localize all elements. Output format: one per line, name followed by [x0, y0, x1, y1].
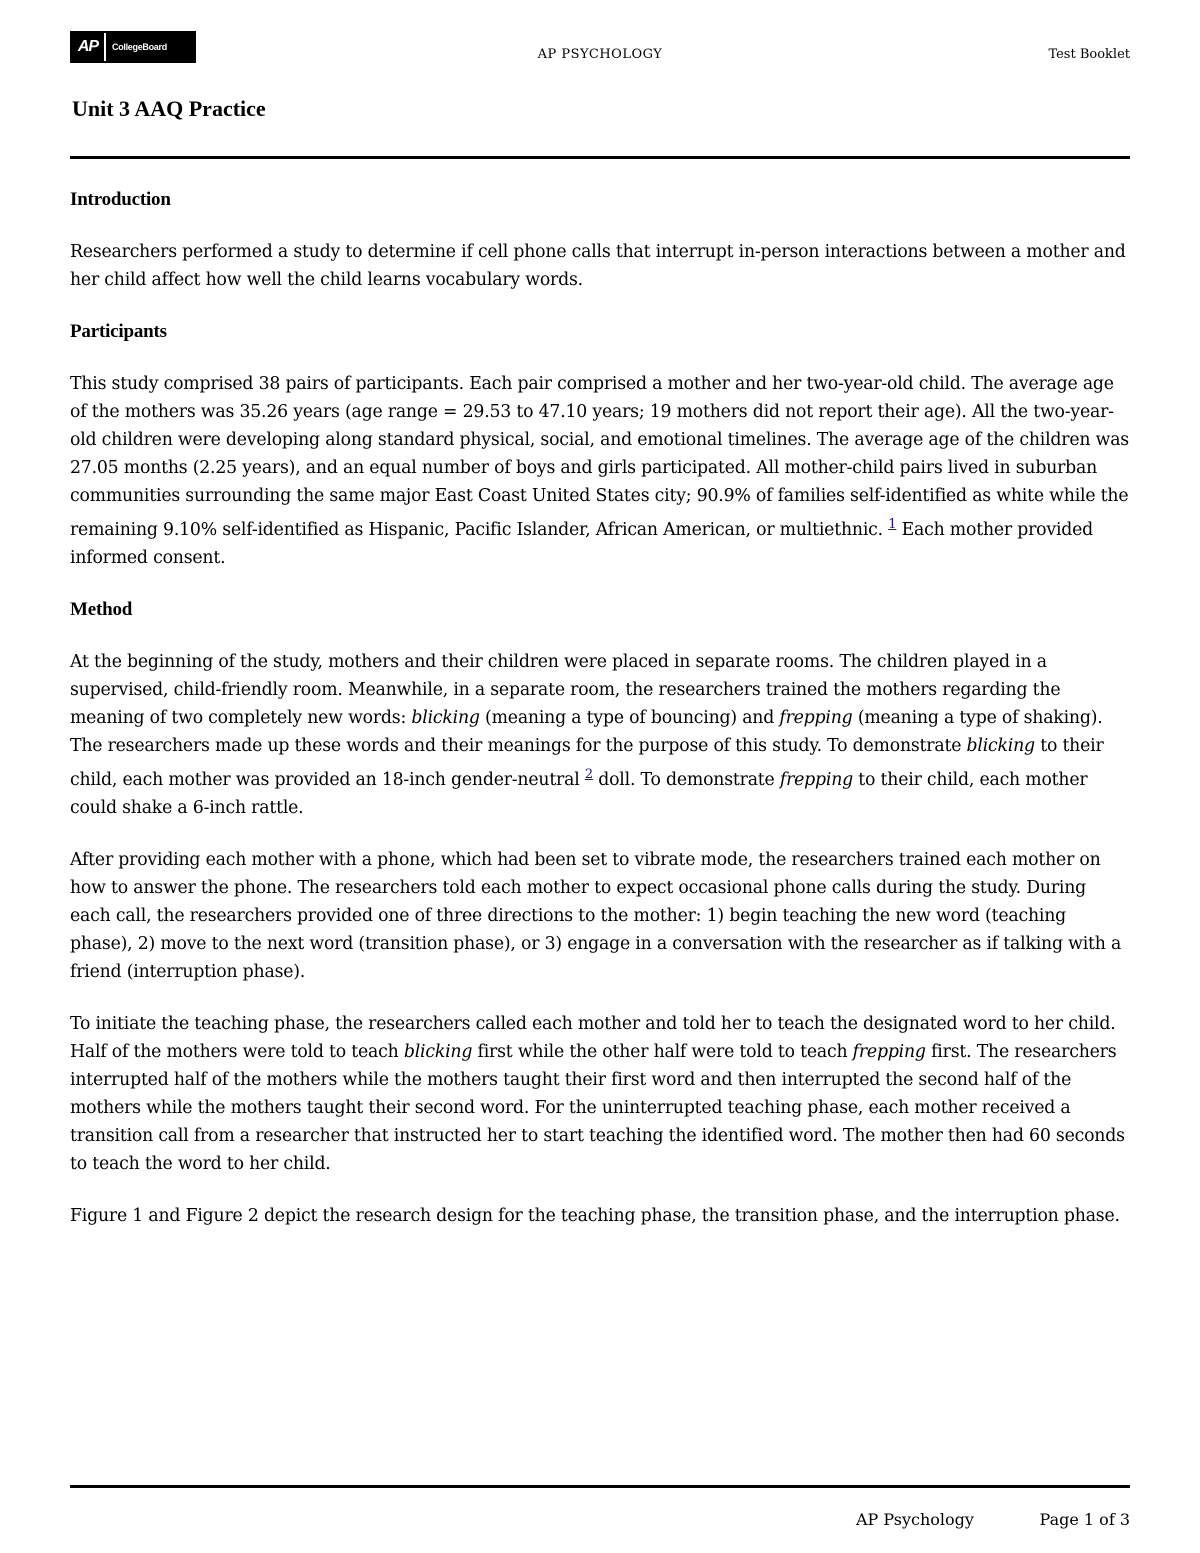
header-divider — [70, 156, 1130, 159]
participants-heading: Participants — [70, 321, 167, 342]
header-subject-text: AP PSYCHOLOGY — [537, 47, 663, 62]
participants-paragraph — [70, 370, 1130, 572]
term-blicking: blicking — [411, 707, 480, 728]
term-frepping: frepping — [779, 707, 853, 728]
footnote-link-2[interactable]: 2 — [584, 766, 593, 782]
method-p3-text: first. The researchers interrupted half of the mothers while the mothers taught their first word and then interrupted the second half of the mothers while the mothers taught their second word. For the uninterrupted teaching phase, each mother received a transition call from a researcher that instructed her to start teaching the identified word. The mother then had 60 seconds to teach the word to her child. — [70, 1041, 1125, 1174]
method-p1-text: (meaning a type of shaking). The researchers made up these words and their meanings for the purpose of this study. To demonstrate — [70, 707, 1103, 756]
document-body — [70, 186, 1130, 1254]
term-blicking: blicking — [403, 1041, 473, 1062]
footer-divider — [70, 1485, 1130, 1488]
method-p3-text: first while the other half were told to teach — [472, 1041, 853, 1062]
method-paragraph-1 — [70, 648, 1130, 822]
method-p1-text: doll. To demonstrate — [592, 769, 780, 790]
participants-text-1: This study comprised 38 pairs of participants. Each pair comprised a mother and her two-year-old child. The average age of the mothers was 35.26 years (age range = 29.53 to 47.10 years; 19 mothers did not report their age). All the two-year-old children were developing along standard physical, social, and emotional timelines. The average age of the children was 27.05 months (2.25 years), and an equal number of boys and girls participated. All mother-child pairs lived in suburban communities surrounding the same major East Coast United States city; 90.9% of families self-identified as white while the remaining 9.10% self-identified as Hispanic, Pacific Islander, African American, or multiethnic. — [70, 374, 1129, 540]
method-p1-text: to their child, each mother could shake a 6-inch rattle. — [70, 769, 1088, 818]
method-paragraph-3 — [70, 1010, 1130, 1178]
method-p3-text: To initiate the teaching phase, the researchers called each mother and told her to teach the designated word to her child. Half of the mothers were told to teach — [70, 1013, 1116, 1062]
method-p1-text: At the beginning of the study, mothers and their children were placed in separate rooms. The children played in a supervised, child-friendly room. Meanwhile, in a separate room, the researchers trained the mothers regarding the meaning of two completely new words: — [70, 651, 1061, 728]
method-p1-text: (meaning a type of bouncing) and — [479, 707, 780, 728]
header-subject — [0, 47, 1200, 62]
page-title: Unit 3 AAQ Practice — [72, 96, 266, 121]
method-heading: Method — [70, 598, 133, 620]
method-paragraph-4: Figure 1 and Figure 2 depict the research design for the teaching phase, the transition phase, and the interruption phase. — [70, 1205, 1120, 1226]
participants-text-2: Each mother provided informed consent. — [70, 519, 1094, 568]
ap-logo-mark: AP — [72, 33, 106, 61]
method-paragraph-2: After providing each mother with a phone, which had been set to vibrate mode, the researchers trained each mother on how to answer the phone. The researchers told each mother to expect occasional phone calls during the study. During each call, the researchers provided one of three directions to the mother: 1) begin teaching the new word (teaching phase), 2) move to the next word (transition phase), or 3) engage in a conversation with the researcher as if talking with a friend (interruption phase). — [70, 849, 1122, 982]
term-blicking: blicking — [966, 735, 1035, 756]
header-booklet-label: Test Booklet — [1048, 47, 1130, 62]
introduction-heading: Introduction — [70, 189, 171, 210]
term-frepping: frepping — [779, 769, 854, 790]
term-frepping: frepping — [852, 1041, 926, 1062]
collegeboard-logo-text: CollegeBoard — [112, 42, 167, 52]
footer-page-number: Page 1 of 3 — [1039, 1510, 1130, 1529]
method-p1-text: to their child, each mother was provided an 18-inch gender-neutral — [70, 735, 1104, 790]
footnote-link-1[interactable]: 1 — [888, 517, 897, 532]
introduction-paragraph: Researchers performed a study to determine if cell phone calls that interrupt in-person interactions between a mother and her child affect how well the child learns vocabulary words. — [70, 242, 1126, 290]
footer-course: AP Psychology — [856, 1510, 974, 1529]
